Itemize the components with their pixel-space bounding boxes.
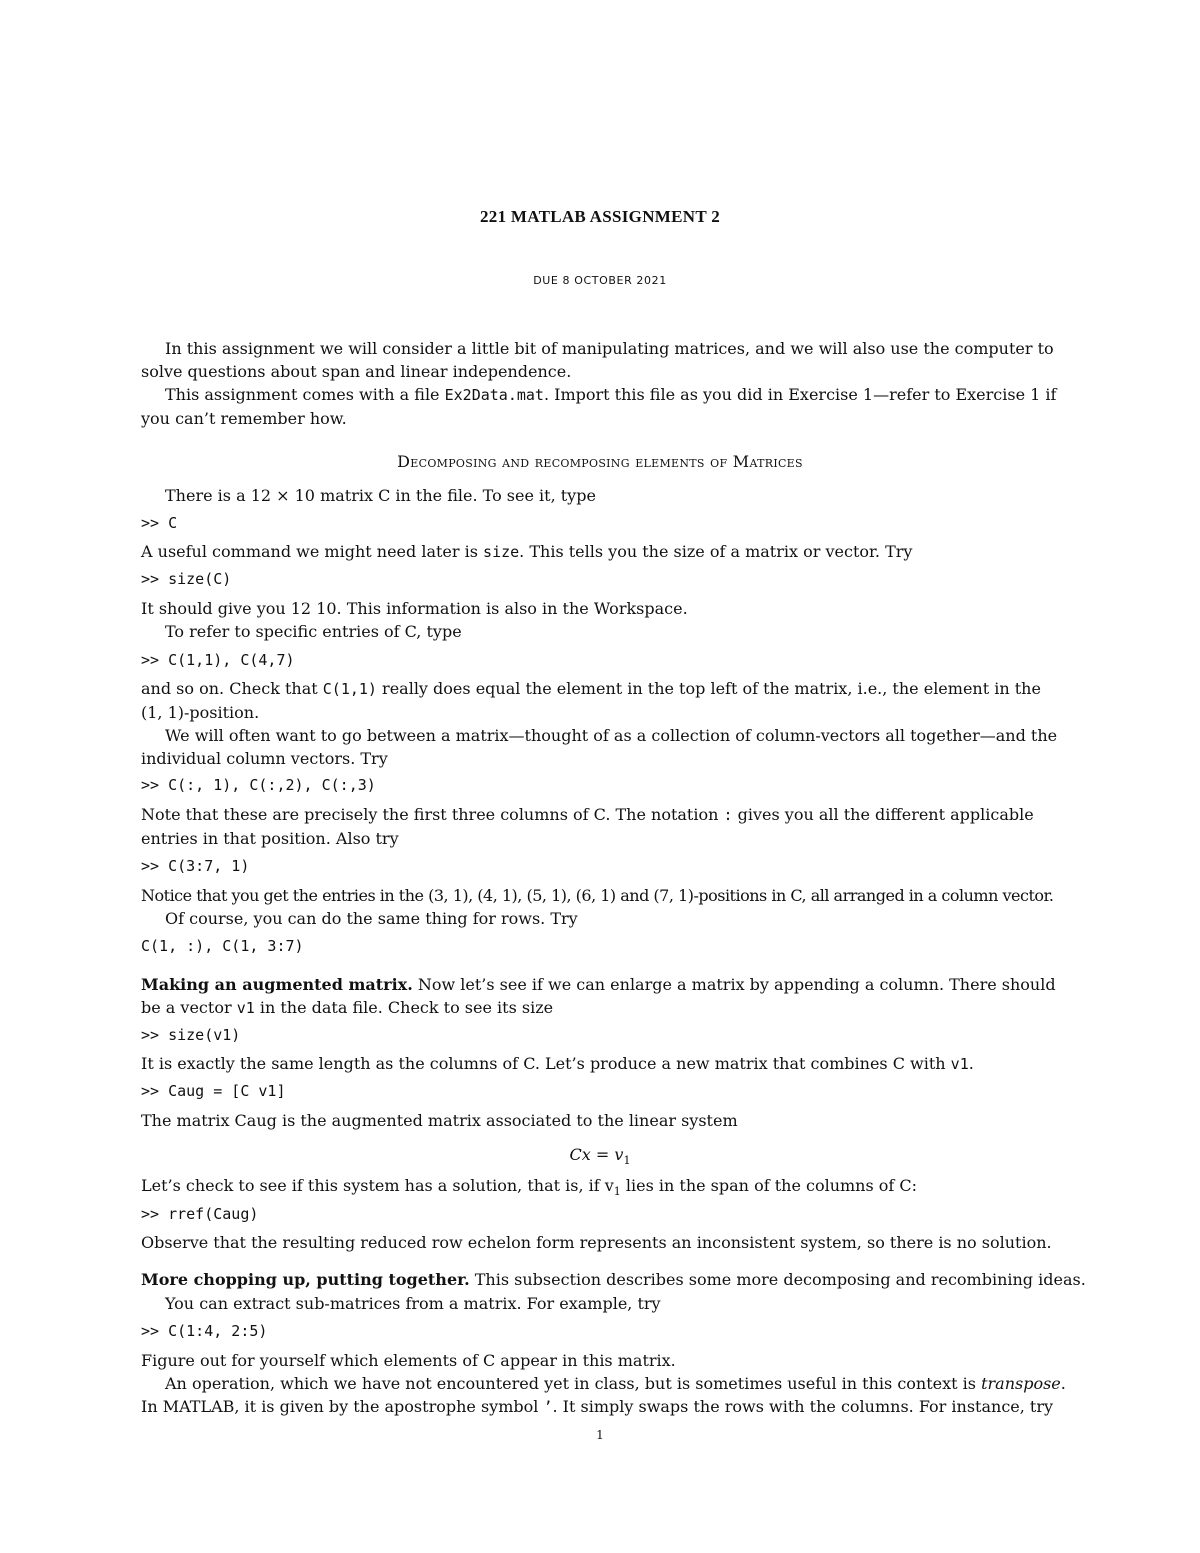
text-line: The matrix Caug is the augmented matrix associated to the linear system [141,1111,738,1130]
text-line: To refer to specific entries of C, type [165,622,462,641]
code-span: ’ [543,1398,553,1416]
code-line: >> C(:, 1), C(:,2), C(:,3) [141,776,376,794]
text-paragraph [141,803,1059,850]
code-line: >> Caug = [C v1] [141,1082,286,1100]
intro-paragraph-1: In this assignment we will consider a little bit of manipulating matrices, and we will also use the computer to solve questions about span and linear independence. [141,339,1054,381]
emphasis-span: transpose [981,1374,1061,1393]
text-span: really does equal the element in the top left of the matrix, i.e., the element in the (1, 1)-position. [141,679,1041,722]
text-span: . It simply swaps the rows with the columns. For instance, try [552,1397,1054,1416]
subscript: 1 [613,1185,621,1199]
subsection-heading: More chopping up, putting together. [141,1270,470,1289]
code-span: C(1,1) [322,680,377,698]
text-line [141,1372,1066,1395]
data-filename: Ex2Data.mat [444,386,544,404]
text-span: gives you all the different applicable entries in that position. Also try [141,805,1034,848]
text-span: A useful command we might need later is [141,542,484,561]
section-heading-decomposing: Decomposing and recomposing elements of Matrices [397,452,803,471]
intro-paragraph-2 [141,383,1059,430]
code-line: >> C(3:7, 1) [141,857,250,875]
text-line: It should give you 12 10. This information is also in the Workspace. [141,599,688,618]
text-line: Notice that you get the entries in the (3, 1), (4, 1), (5, 1), (6, 1) and (7, 1)-positions in C, all arranged in a column vector. [141,886,1054,905]
text-line: Of course, you can do the same thing for rows. Try [165,909,578,928]
code-line: >> size(v1) [141,1026,241,1044]
text-line [141,1174,917,1203]
text-span: In MATLAB, it is given by the apostrophe symbol [141,1397,544,1416]
text-line [141,1395,1053,1419]
text-span: and so on. Check that [141,679,323,698]
text-span: in the data file. Check to see its size [254,998,554,1017]
text-span: This subsection describes some more decomposing and recombining ideas. [469,1270,1086,1289]
code-span: : [723,806,733,824]
page-number: 1 [596,1428,604,1442]
subsection-chopping [141,1268,1086,1291]
code-line: >> C [141,514,178,532]
text-line: There is a 12 × 10 matrix C in the file. To see it, type [165,486,596,505]
due-date: DUE 8 OCTOBER 2021 [533,274,667,287]
code-line: >> rref(Caug) [141,1205,259,1223]
text-span: . [1060,1374,1066,1393]
text-paragraph: We will often want to go between a matrix—thought of as a collection of column-vectors all together—and the individual column vectors. Try [141,726,1058,768]
code-span: size [483,543,520,561]
text-span: Note that these are precisely the first three columns of C. The notation [141,805,724,824]
code-line: >> C(1,1), C(4,7) [141,651,295,669]
code-line: >> size(C) [141,570,232,588]
text-span: . [968,1054,974,1073]
code-line: >> C(1:4, 2:5) [141,1322,268,1340]
text-line: Observe that the resulting reduced row echelon form represents an inconsistent system, so there is no solution. [141,1233,1052,1252]
text-paragraph [141,677,1059,724]
code-span: v1 [236,999,255,1017]
text-line: Figure out for yourself which elements of C appear in this matrix. [141,1351,676,1370]
text-span: Now let’s see if we can enlarge a matrix by appending a column. There should be a vector [141,975,1056,1017]
document-title: 221 MATLAB ASSIGNMENT 2 [479,207,721,226]
text-span: Let’s check to see if this system has a solution, that is, if v [141,1176,614,1195]
code-line: C(1, :), C(1, 3:7) [141,937,304,955]
text-line: You can extract sub-matrices from a matrix. For example, try [165,1294,661,1313]
text-span: An operation, which we have not encountered yet in class, but is sometimes useful in this context is [165,1374,982,1393]
equation [141,1143,1059,1172]
intro-text: This assignment comes with a file [165,385,445,404]
text-span: . This tells you the size of a matrix or vector. Try [519,542,913,561]
equation-subscript: 1 [623,1154,631,1168]
subsection-augmented [141,973,1059,1020]
text-span: lies in the span of the columns of C: [620,1176,918,1195]
text-line [141,540,912,564]
code-span: v1 [950,1055,969,1073]
equation-text: Cx = v [569,1145,624,1164]
intro-text: . Import this file as you did in Exercise 1—refer to Exercise 1 if you can’t remember how. [141,385,1057,428]
text-line [141,1052,974,1076]
subsection-heading: Making an augmented matrix. [141,975,413,994]
text-span: It is exactly the same length as the columns of C. Let’s produce a new matrix that combines C with [141,1054,951,1073]
